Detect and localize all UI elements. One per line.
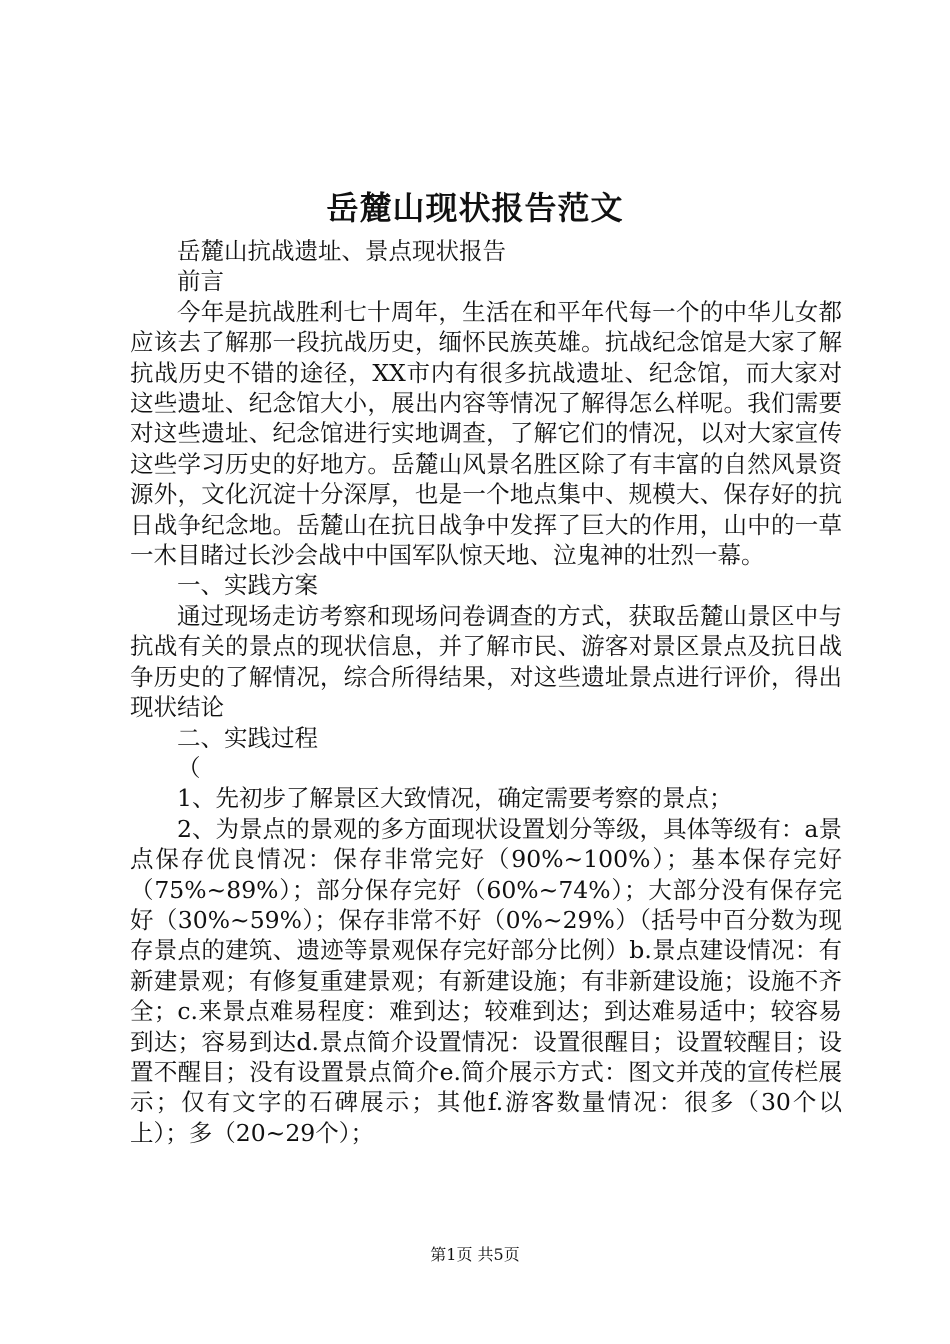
process-step-1: 1、先初步了解景区大致情况，确定需要考察的景点； xyxy=(177,784,733,813)
parenthesis-line: （ xyxy=(177,753,201,782)
section-heading-plan: 一、实践方案 xyxy=(177,571,318,600)
document-title: 岳麓山现状报告范文 xyxy=(326,189,624,227)
plan-paragraph: 通过现场走访考察和现场问卷调查的方式，获取岳麓山景区中与抗战有关的景点的现状信息，并了解市民、游客对景区景点及抗日战争历史的了解情况，综合所得结果，对这些遗址景点进行评价，得出现状结论 xyxy=(130,601,842,722)
process-step-2: 2、为景点的景观的多方面现状设置划分等级，具体等级有：a景点保存优良情况：保存非常完好（90%~100%）；基本保存完好（75%~89%）；部分保存完好（60%~74%）；大部分没有保存完好（30%~59%）；保存非常不好（0%~29%）（括号中百分数为现存景点的建筑、遗迹等景观保存完好部分比例）b.景点建设情况：有新建景观；有修复重建景观；有新建设施；有非新建设施；设施不齐全；c.来景点难易程度：难到达；较难到达；到达难易适中；较容易到达；容易到达d.景点简介设置情况：设置很醒目；设置较醒目；设置不醒目；没有设置景点简介e.简介展示方式：图文并茂的宣传栏展示；仅有文字的石碑展示；其他f.游客数量情况：很多（30个以上）；多（20~29个）； xyxy=(130,814,842,1147)
subtitle-paragraph: 岳麓山抗战遗址、景点现状报告 xyxy=(177,237,506,265)
preface-paragraph: 今年是抗战胜利七十周年，生活在和平年代每一个的中华儿女都应该去了解那一段抗战历史，缅怀民族英雄。抗战纪念馆是大家了解抗战历史不错的途径，XX市内有很多抗战遗址、纪念馆，而大家对这些遗址、纪念馆大小，展出内容等情况了解得怎么样呢。我们需要对这些遗址、纪念馆进行实地调查，了解它们的情况，以对大家宣传这些学习历史的好地方。岳麓山风景名胜区除了有丰富的自然风景资源外，文化沉淀十分深厚，也是一个地点集中、规模大、保存好的抗日战争纪念地。岳麓山在抗日战争中发挥了巨大的作用，山中的一草一木目睹过长沙会战中中国军队惊天地、泣鬼神的壮烈一幕。 xyxy=(130,297,842,570)
document-body xyxy=(130,236,842,1148)
section-heading-process: 二、实践过程 xyxy=(177,723,318,752)
page-footer: 第1页 共5页 xyxy=(430,1245,520,1264)
preface-heading: 前言 xyxy=(177,267,224,296)
